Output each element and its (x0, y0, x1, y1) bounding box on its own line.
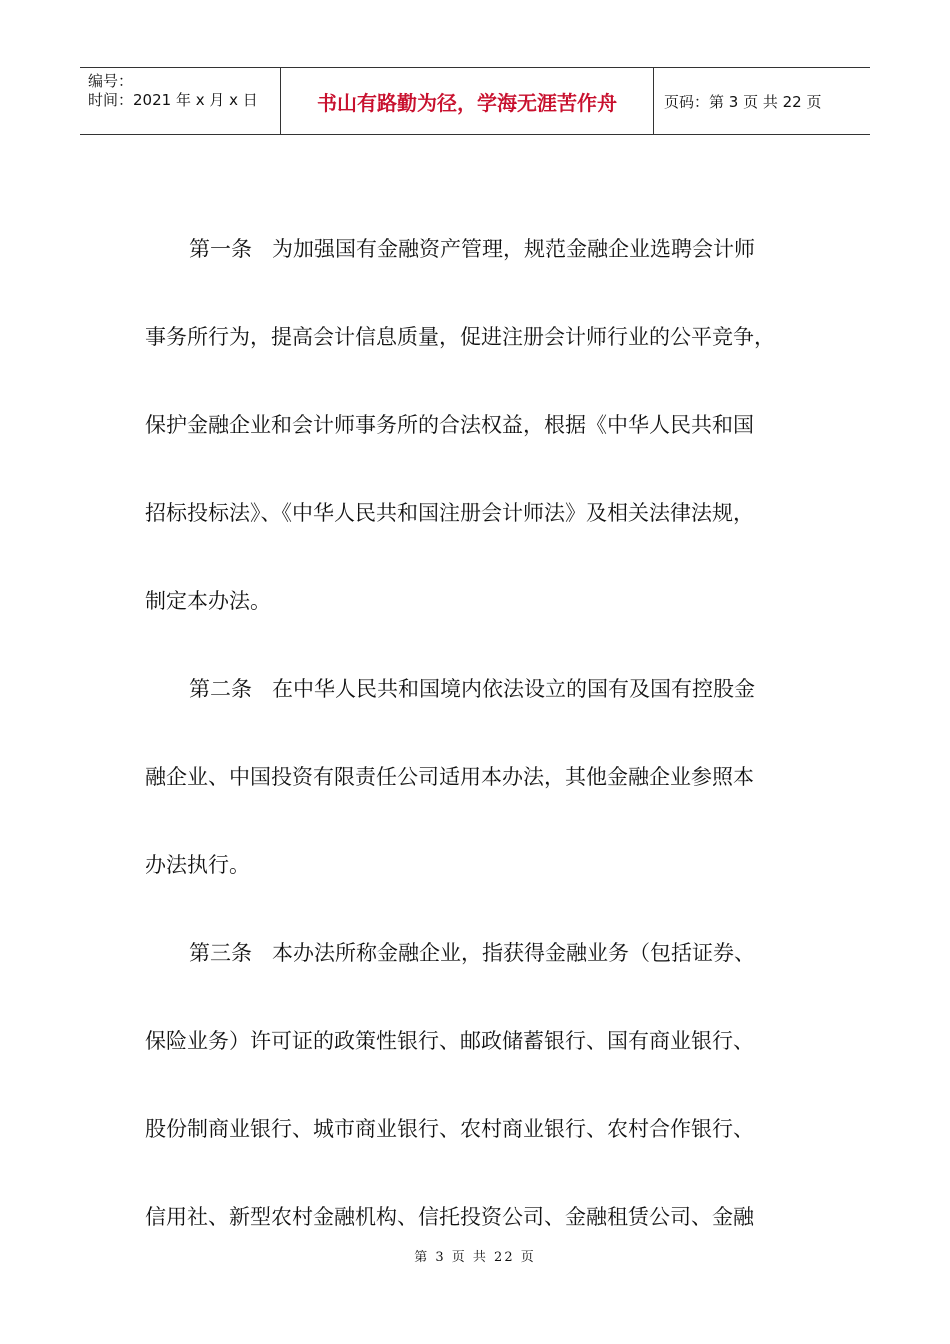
header-meta (80, 68, 281, 134)
article-3-line-4: 信用社、新型农村金融机构、信托投资公司、金融租赁公司、金融 (145, 1205, 754, 1229)
article-1-line-1: 第一条 为加强国有金融资产管理，规范金融企业选聘会计师 (189, 237, 755, 261)
page-header (80, 67, 870, 135)
page-footer: 第 3 页 共 22 页 (414, 1250, 536, 1265)
article-2-line-1: 第二条 在中华人民共和国境内依法设立的国有及国有控股金 (189, 677, 755, 701)
article-3-line-3: 股份制商业银行、城市商业银行、农村商业银行、农村合作银行、 (145, 1117, 754, 1141)
article-2 (145, 645, 805, 909)
article-3-line-2: 保险业务）许可证的政策性银行、邮政储蓄银行、国有商业银行、 (145, 1029, 754, 1053)
time-label: 时间：2021 年 x 月 x 日 (88, 91, 258, 109)
article-1 (145, 205, 805, 645)
article-1-line-3: 保护金融企业和会计师事务所的合法权益，根据《中华人民共和国 (145, 413, 754, 437)
document-body (145, 205, 805, 1261)
article-1-line-4: 招标投标法》、《中华人民共和国注册会计师法》及相关法律法规， (145, 501, 754, 525)
article-3 (145, 909, 805, 1261)
article-3-line-1: 第三条 本办法所称金融企业，指获得金融业务（包括证券、 (189, 941, 755, 965)
article-2-line-2: 融企业、中国投资有限责任公司适用本办法，其他金融企业参照本 (145, 765, 754, 789)
article-1-label: 第一条 (189, 237, 252, 261)
article-3-label: 第三条 (189, 941, 252, 965)
header-page-info: 页码：第 3 页 共 22 页 (664, 92, 822, 111)
article-2-label: 第二条 (189, 677, 252, 701)
code-label: 编号： (88, 72, 134, 90)
article-1-line-2: 事务所行为，提高会计信息质量，促进注册会计师行业的公平竞争， (145, 325, 775, 349)
header-motto: 书山有路勤为径，学海无涯苦作舟 (281, 68, 654, 134)
article-1-line-5: 制定本办法。 (145, 589, 271, 613)
article-2-line-3: 办法执行。 (145, 853, 250, 877)
